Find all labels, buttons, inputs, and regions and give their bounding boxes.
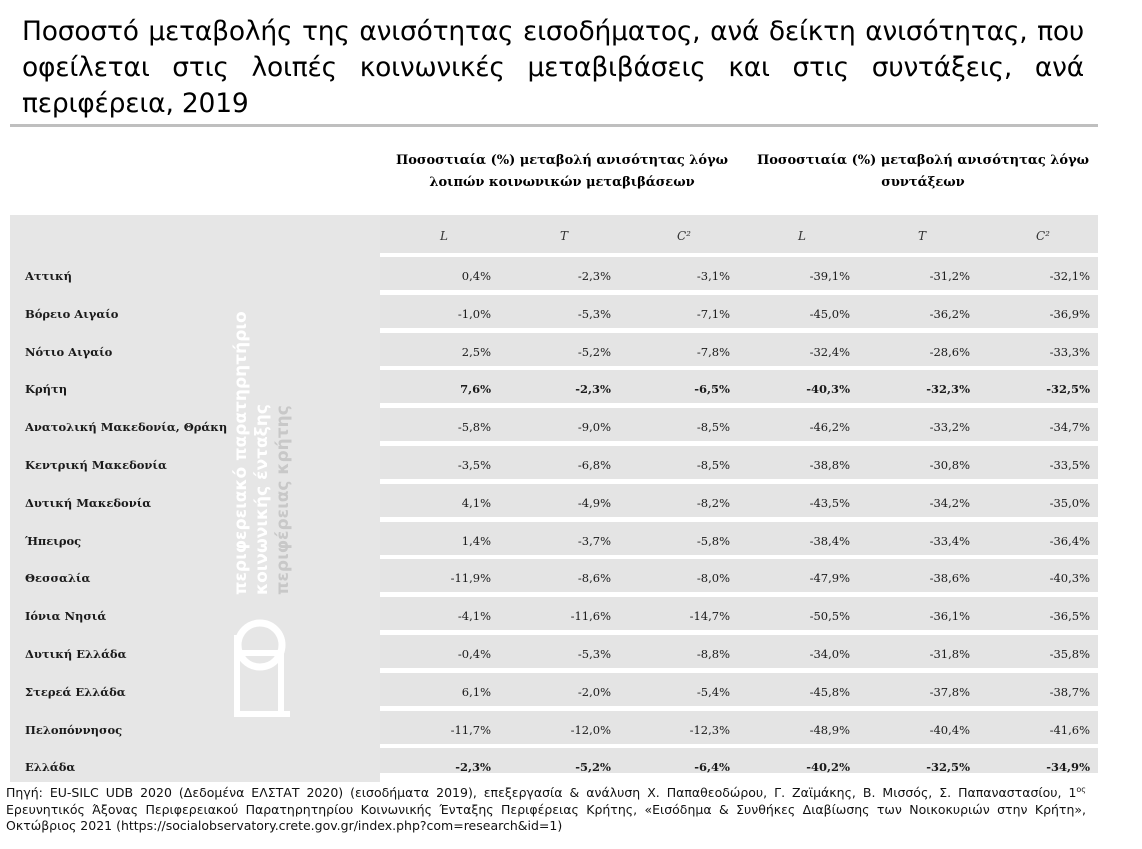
cell-value: -11,7% [450, 722, 491, 737]
cell-value: -8,5% [696, 458, 730, 472]
group-header-pensions: Ποσοστιαία (%) μεταβολή ανισότητας λόγω συντάξεων [756, 153, 1090, 190]
table-row [10, 295, 1098, 328]
cell-value: -47,9% [809, 571, 850, 586]
table-row [10, 484, 1098, 517]
cell-value: -35,8% [1049, 647, 1090, 661]
cell-value: -30,8% [929, 458, 970, 472]
cell-value: 6,1% [461, 684, 491, 699]
cell-value: -5,8% [457, 420, 491, 435]
cell-value: -6,4% [694, 760, 730, 775]
source-note [6, 782, 1086, 835]
column-header-4: L [798, 229, 806, 243]
cell-value: -5,3% [577, 647, 611, 661]
cell-value: -35,0% [1049, 495, 1090, 510]
cell-value: -40,3% [1049, 571, 1090, 586]
column-header-2: T [560, 229, 569, 243]
table-row [10, 559, 1098, 592]
table-row [10, 711, 1098, 744]
table-row [10, 257, 1098, 290]
cell-value: -5,2% [577, 344, 611, 359]
cell-value: -33,2% [929, 420, 970, 435]
region-name: Ήπειρος [25, 533, 82, 548]
cell-value: 4,1% [461, 495, 491, 510]
cell-value: -2,3% [575, 382, 611, 397]
region-name: Θεσσαλία [25, 571, 91, 586]
cell-value: -43,5% [809, 495, 850, 510]
cell-value: -2,3% [577, 269, 611, 283]
cell-value: -12,3% [689, 722, 730, 737]
cell-value: -34,2% [929, 495, 970, 510]
cell-value: -7,1% [696, 306, 730, 321]
cell-value: -3,5% [457, 458, 491, 472]
cell-value: -11,9% [450, 571, 491, 586]
cell-value: -45,8% [809, 684, 850, 699]
cell-value: -38,6% [929, 571, 970, 586]
region-name: Βόρειο Αιγαίο [25, 306, 119, 321]
cell-value: -36,9% [1049, 306, 1090, 321]
region-name: Κεντρική Μακεδονία [25, 458, 167, 472]
cell-value: -36,5% [1049, 609, 1090, 624]
table-row [10, 370, 1098, 403]
cell-value: -11,6% [570, 609, 611, 624]
region-name: Κρήτη [25, 382, 68, 397]
cell-value: -5,8% [696, 533, 730, 548]
cell-value: 0,4% [461, 269, 491, 283]
region-name: Ιόνια Νησιά [25, 609, 107, 624]
group-header-transfers: Ποσοστιαία (%) μεταβολή ανισότητας λόγω λοιπών κοινωνικών μεταβιβάσεων [395, 153, 729, 190]
cell-value: -5,4% [696, 684, 730, 699]
cell-value: -28,6% [929, 344, 970, 359]
table-row [10, 522, 1098, 555]
region-name: Ελλάδα [25, 760, 76, 775]
cell-value: -46,2% [809, 420, 850, 435]
cell-value: -8,2% [696, 495, 730, 510]
column-header-row [380, 215, 1098, 253]
cell-value: -32,3% [926, 382, 970, 397]
source-text: Πηγή: EU-SILC UDB 2020 (Δεδομένα ΕΛΣΤΑΤ 2020) (εισοδήματα 2019), επεξεργασία & ανάλυση Χ. Παπαθεοδώρου, Γ. Ζαϊμάκης, Β. Μισσός, Σ. Παπαναστασίου, 1 [6, 785, 1077, 801]
cell-value: -9,0% [577, 420, 611, 435]
region-name: Πελοπόννησος [25, 722, 123, 737]
cell-value: -32,4% [809, 344, 850, 359]
cell-value: 1,4% [461, 533, 491, 548]
cell-value: -33,4% [929, 533, 970, 548]
cell-value: -31,2% [929, 269, 970, 283]
cell-value: -12,0% [570, 722, 611, 737]
column-header-3: C² [677, 229, 691, 243]
cell-value: -7,8% [696, 344, 730, 359]
cell-value: -8,5% [696, 420, 730, 435]
cell-value: -34,7% [1049, 420, 1090, 435]
cell-value: 7,6% [460, 382, 491, 397]
cell-value: -50,5% [809, 609, 850, 624]
cell-value: -3,7% [577, 533, 611, 548]
page-title: Ποσοστό μεταβολής της ανισότητας εισοδήματος, ανά δείκτη ανισότητας, που οφείλεται στις λοιπές κοινωνικές μεταβιβάσεις και στις συντάξεις, ανά περιφέρεια, 2019 [22, 16, 1084, 119]
table-row [10, 333, 1098, 366]
cell-value: -2,3% [455, 760, 491, 775]
cell-value: -8,0% [696, 571, 730, 586]
column-header-5: T [918, 229, 927, 243]
cell-value: -40,4% [929, 722, 970, 737]
cell-value: -32,1% [1049, 269, 1090, 283]
table-row [10, 446, 1098, 479]
logo-text-line2: κοινωνικής ένταξης [252, 404, 272, 595]
cell-value: -40,3% [806, 382, 850, 397]
cell-value: -33,3% [1049, 344, 1090, 359]
cell-value: -38,4% [809, 533, 850, 548]
region-name: Δυτική Ελλάδα [25, 647, 127, 661]
title-divider [10, 124, 1098, 127]
cell-value: -5,2% [575, 760, 611, 775]
cell-value: -48,9% [809, 722, 850, 737]
cell-value: -4,1% [457, 609, 491, 624]
cell-value: -3,1% [696, 269, 730, 283]
region-name: Δυτική Μακεδονία [25, 495, 152, 510]
logo-text-line3: περιφέρειας κρήτης [273, 405, 293, 595]
region-name: Νότιο Αιγαίο [25, 344, 113, 359]
cell-value: -8,8% [696, 647, 730, 661]
cell-value: -45,0% [809, 306, 850, 321]
source-superscript: ος [1076, 785, 1086, 794]
cell-value: -0,4% [457, 647, 491, 661]
cell-value: -40,2% [806, 760, 850, 775]
cell-value: -39,1% [809, 269, 850, 283]
cell-value: -5,3% [577, 306, 611, 321]
cell-value: -38,8% [809, 458, 850, 472]
table-row [10, 597, 1098, 630]
table-row [10, 673, 1098, 706]
table-row [10, 408, 1098, 441]
column-header-6: C² [1036, 229, 1050, 243]
cell-value: -31,8% [929, 647, 970, 661]
cell-value: -34,9% [1046, 760, 1090, 775]
cell-value: -33,5% [1049, 458, 1090, 472]
logo-text-line1: περιφερειακό παρατηρητήριο [231, 311, 251, 595]
cell-value: -2,0% [577, 684, 611, 699]
cell-value: -34,0% [809, 647, 850, 661]
cell-value: -38,7% [1049, 684, 1090, 699]
cell-value: -8,6% [577, 571, 611, 586]
cell-value: 2,5% [461, 344, 491, 359]
cell-value: -6,5% [694, 382, 730, 397]
cell-value: -32,5% [1046, 382, 1090, 397]
region-name: Στερεά Ελλάδα [25, 684, 126, 699]
cell-value: -1,0% [457, 306, 491, 321]
region-name: Αττική [25, 269, 72, 283]
cell-value: -36,1% [929, 609, 970, 624]
cell-value: -36,2% [929, 306, 970, 321]
region-name: Ανατολική Μακεδονία, Θράκη [25, 420, 228, 435]
cell-value: -14,7% [689, 609, 730, 624]
cell-value: -37,8% [929, 684, 970, 699]
cell-value: -6,8% [577, 458, 611, 472]
table-row [10, 748, 1098, 773]
source-text-continued: Ερευνητικός Άξονας Περιφερειακού Παρατηρητηρίου Κοινωνικής Ένταξης Περιφέρειας Κρήτης, «Εισόδημα & Συνθήκες Διαβίωσης των Νοικοκυριών στην Κρήτη», Οκτώβριος 2021 (https://socialobservatory.crete.gov.gr/index.php?com=research&id=1) [6, 801, 1086, 834]
cell-value: -32,5% [926, 760, 970, 775]
cell-value: -4,9% [577, 495, 611, 510]
column-header-1: L [440, 229, 448, 243]
table-row [10, 635, 1098, 668]
cell-value: -41,6% [1049, 722, 1090, 737]
cell-value: -36,4% [1049, 533, 1090, 548]
